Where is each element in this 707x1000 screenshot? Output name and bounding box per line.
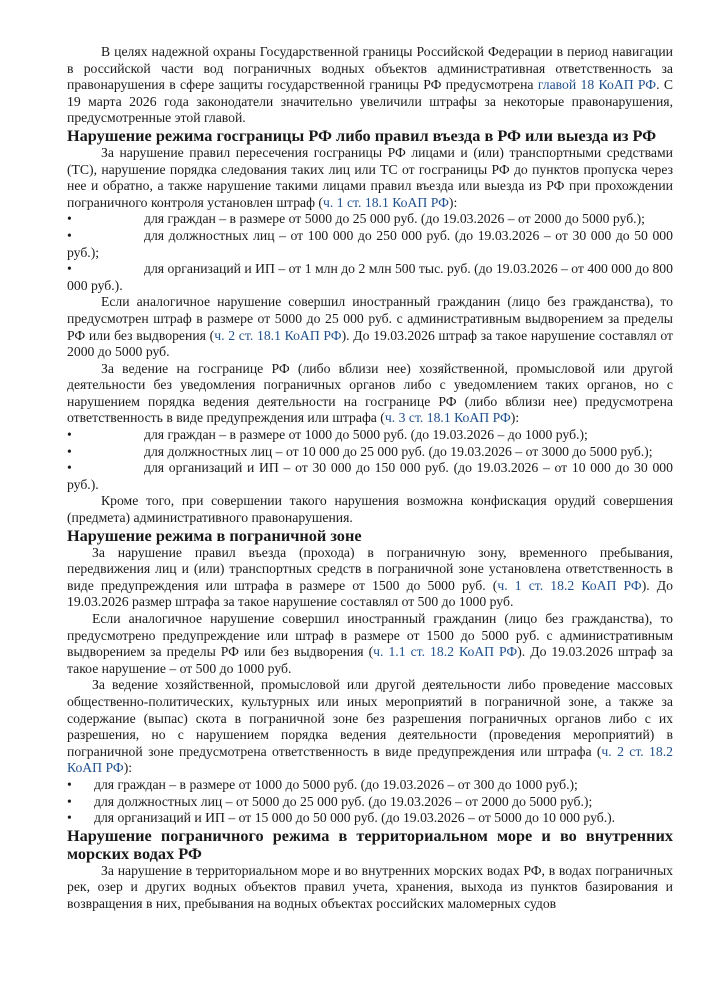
law-link[interactable]: ч. 1 ст. 18.2 КоАП РФ: [497, 577, 642, 593]
paragraph-text: Если аналогичное нарушение совершил иностранный гражданин (лицо без гражданства), то предусмотрен штраф в размере от 5000 до 25 000 руб. с административным выдворением за пределы РФ или без выдворения (: [67, 294, 673, 343]
paragraph-text: В целях надежной охраны Государственной границы Российской Федерации в период навигации в российской части вод пограничных водных объектов административная ответственность за правонарушения в сфере защиты государственной границы РФ предусмотрена: [67, 44, 673, 93]
law-link[interactable]: ч. 2 ст. 18.1 КоАП РФ: [214, 327, 342, 343]
bullet-item: [67, 228, 673, 261]
section-heading: Нарушение режима госграницы РФ либо правил въезда в РФ или выезда из РФ: [67, 125, 657, 145]
document-page: [67, 44, 673, 913]
bullet-item: [67, 460, 673, 493]
bullet-icon: •: [67, 211, 72, 227]
paragraph: Кроме того, при совершении такого нарушения возможна конфискация орудий совершения (предмета) административного правонарушения.: [67, 493, 673, 526]
paragraph-text: ). До 19.03.2026 штраф за такое нарушение составлял от 2000 до 5000 руб.: [67, 327, 673, 360]
bullet-icon: •: [67, 793, 72, 809]
bullet-item: [67, 810, 673, 827]
section-heading: Нарушение режима в пограничной зоне: [67, 525, 362, 545]
paragraph-text: ):: [510, 410, 520, 426]
bullet-icon: •: [67, 810, 72, 826]
paragraph-text: За нарушение правил пересечения госграницы РФ лицами и (или) транспортными средствами (ТС), нарушение порядка следования таких лиц или ТС от госграницы РФ до пунктов пропуска через нее и обратно, а также нарушение такими лицами правил въезда или выезда из РФ при прохождении пограничного контроля установлен штраф (: [67, 144, 673, 210]
bullet-icon: •: [67, 776, 72, 792]
paragraph-text: ). До 19.03.2026 штраф за такое нарушение – от 500 до 1000 руб.: [67, 644, 673, 676]
bullet-text: для организаций и ИП – от 15 000 до 50 000 руб. (до 19.03.2026 – от 5000 до 10 000 руб.).: [94, 810, 616, 826]
paragraph-text: За ведение на госгранице РФ (либо вблизи нее) хозяйственной, промысловой или другой деятельности без уведомления пограничных органов либо с уведомлением таких органов, но с нарушением порядка ведения деятельности на госгранице РФ (либо вблизи нее) предусмотрена ответственность в виде предупреждения или штрафа (: [67, 360, 673, 426]
paragraph-text: Если аналогичное нарушение совершил иностранный гражданин (лицо без гражданства), то предусмотрено предупреждение или штраф в размере от 1500 до 5000 руб. с административным выдворением за пределы РФ или без выдворения (: [67, 611, 673, 660]
bullet-item: [67, 427, 673, 444]
law-link[interactable]: ч. 1 ст. 18.1 КоАП РФ: [322, 194, 449, 210]
paragraph-text: . С 19 марта 2026 года законодатели значительно увеличили штрафы за некоторые правонарушения, предусмотренные этой главой.: [67, 77, 674, 126]
bullet-item: [67, 211, 673, 228]
bullet-text: для организаций и ИП – от 1 млн до 2 млн 500 тыс. руб. (до 19.03.2026 – от 400 000 до 800 000 руб.).: [67, 261, 673, 293]
paragraph: [67, 677, 673, 777]
paragraph-text: За ведение хозяйственной, промысловой или другой деятельности либо проведение массовых общественно-политических, культурных или иных мероприятий в пограничной зоне, а также за содержание (выпас) скота в пограничной зоне без разрешения пограничных органов либо с их разрешения, но с нарушением порядка ведения деятельности (проведения мероприятий) в пограничной зоне предусмотрена ответственность в виде предупреждения или штрафа (: [67, 677, 673, 759]
bullet-text: для граждан – в размере от 5000 до 25 000 руб. (до 19.03.2026 – от 2000 до 5000 руб.);: [144, 211, 645, 227]
section-heading: Нарушение пограничного режима в территориальном море и во внутренних морских водах РФ: [67, 825, 673, 863]
law-link[interactable]: ч. 3 ст. 18.1 КоАП РФ: [384, 410, 511, 426]
law-link[interactable]: ч. 2 ст. 18.2 КоАП РФ: [67, 743, 673, 776]
paragraph-text: ). До 19.03.2026 размер штрафа за такое нарушение составлял от 500 до 1000 руб.: [67, 577, 673, 610]
paragraph-text: За нарушение правил въезда (прохода) в пограничную зону, временного пребывания, передвижения лиц и (или) транспортных средств в пограничной зоне установлена ответственность в виде предупреждения или штрафа в размере от 1500 до 5000 руб. (: [67, 544, 673, 593]
bullet-item: [67, 777, 673, 794]
paragraph-text: ):: [123, 760, 133, 776]
bullet-icon: •: [67, 427, 72, 443]
bullet-text: для организаций и ИП – от 30 000 до 150 000 руб. (до 19.03.2026 – от 10 000 до 30 000 руб.).: [67, 460, 673, 492]
law-link[interactable]: ч. 1.1 ст. 18.2 КоАП РФ: [373, 644, 518, 660]
bullet-icon: •: [67, 460, 72, 476]
bullet-text: для граждан – в размере от 1000 до 5000 руб. (до 19.03.2026 – до 1000 руб.);: [144, 427, 588, 443]
paragraph: [67, 294, 673, 360]
bullet-text: для должностных лиц – от 5000 до 25 000 руб. (до 19.03.2026 – от 2000 до 5000 руб.);: [94, 793, 593, 809]
bullet-item: [67, 261, 673, 294]
bullet-item: [67, 794, 673, 811]
bullet-text: для должностных лиц – от 10 000 до 25 000 руб. (до 19.03.2026 – от 3000 до 5000 руб.);: [144, 443, 653, 459]
bullet-icon: •: [67, 443, 72, 459]
bullet-icon: •: [67, 227, 72, 243]
paragraph-text: ):: [448, 194, 458, 210]
bullet-text: для граждан – в размере от 1000 до 5000 руб. (до 19.03.2026 – от 300 до 1000 руб.);: [94, 776, 578, 792]
law-link[interactable]: главой 18 КоАП РФ: [537, 77, 657, 93]
paragraph: [67, 545, 673, 611]
intro-paragraph: [67, 44, 673, 127]
paragraph: За нарушение в территориальном море и во внутренних морских водах РФ, в водах пограничных рек, озер и других водных объектов правил учета, хранения, выхода из пунктов базирования и возвращения в них, пребывания на водных объектах российских маломерных судов: [67, 862, 673, 911]
paragraph: [67, 611, 673, 677]
bullet-icon: •: [67, 261, 72, 277]
paragraph: [67, 361, 673, 427]
paragraph: [67, 145, 673, 211]
bullet-text: для должностных лиц – от 100 000 до 250 000 руб. (до 19.03.2026 – от 30 000 до 50 000 руб.);: [67, 227, 673, 260]
bullet-item: [67, 444, 673, 461]
